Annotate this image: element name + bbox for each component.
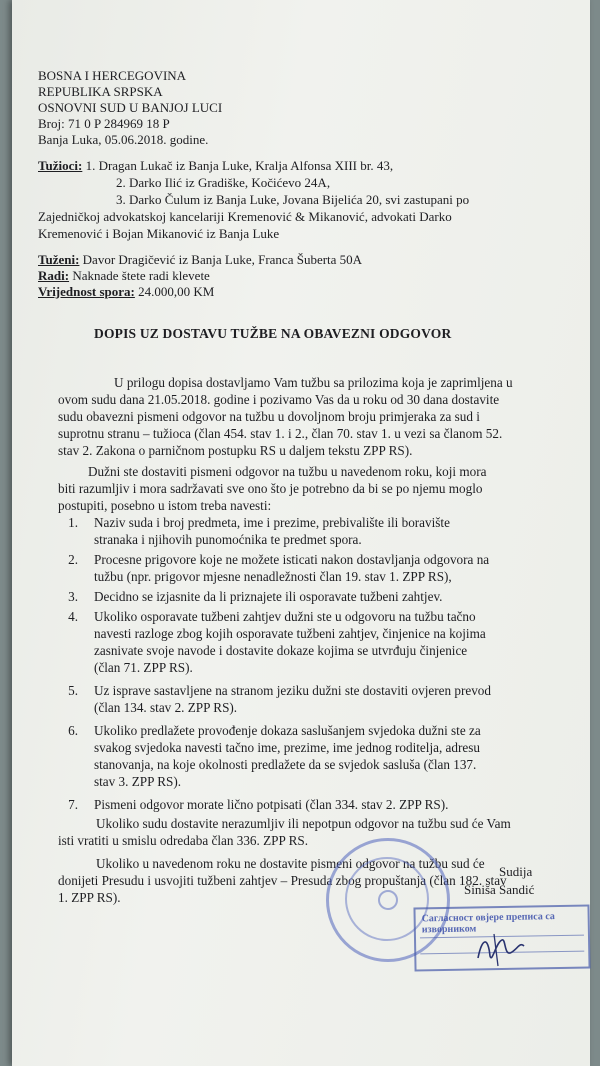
item-line: Procesne prigovore koje ne možete isticati nakon dostavljanja odgovora na (94, 552, 490, 567)
plaintiff-2: 2. Darko Ilić iz Gradiške, Kočićevo 24A, (116, 175, 331, 190)
document-page (12, 0, 590, 1066)
item-line: tužbu (npr. prigovor mjesne nenadležnosti član 19. stav 1. ZPP RS), (94, 569, 452, 584)
p1-line: U prilogu dopisa dostavljamo Vam tužbu sa prilozima koja je zaprimljena u (114, 375, 513, 390)
subject-label: Radi: (38, 268, 70, 283)
plaintiff-3-representation: Zajedničkoj advokatskoj kancelariji Kremenović & Mikanović, advokati Darko (38, 209, 452, 224)
stamp-emblem (378, 890, 398, 910)
item-line: stanovanja, na koje okolnosti predlažete da se svjedok sasluša (član 137. (94, 757, 477, 772)
p2-line: biti razumljiv i mora sadržavati sve ono što je potrebno da bi se po njemu moglo (58, 481, 483, 496)
item-line: (član 134. stav 2. ZPP RS). (94, 700, 238, 715)
header-country: BOSNA I HERCEGOVINA (38, 68, 187, 83)
item-line: (član 71. ZPP RS). (94, 660, 193, 675)
item-number: 1. (68, 515, 78, 530)
item-line: zasnivate svoje navode i dostavite dokaze kojima se utvrđuju činjenice (94, 643, 468, 658)
p4-line: Ukoliko u navedenom roku ne dostavite pismeni odgovor na tužbu sud će (96, 856, 485, 871)
defendant: Davor Dragičević iz Banja Luke, Franca Šuberta 50A (82, 252, 363, 267)
item-line: Ukoliko predlažete provođenje dokaza saslušanjem svjedoka dužni ste za (94, 723, 481, 738)
p2-line: postupiti, posebno u istom treba navesti: (58, 498, 272, 513)
header-entity: REPUBLIKA SRPSKA (38, 84, 163, 99)
p2-line: Dužni ste dostaviti pismeni odgovor na tužbu u navedenom roku, koji mora (88, 464, 487, 479)
item-line: stranaka i njihovih punomoćnika te predmet spora. (94, 532, 362, 547)
item-number: 5. (68, 683, 78, 698)
item-number: 6. (68, 723, 78, 738)
defendant-block (38, 252, 362, 267)
defendant-label: Tuženi: (38, 252, 80, 267)
dispute-value-block (38, 284, 214, 299)
p3-line: Ukoliko sudu dostavite nerazumljiv ili nepotpun odgovor na tužbu sud će Vam (96, 816, 511, 831)
plaintiff-1: 1. Dragan Lukač iz Banja Luke, Kralja Alfonsa XIII br. 43, (85, 158, 394, 173)
dispute-value: 24.000,00 KM (138, 284, 215, 299)
item-line: svakog svjedoka navesti tačno ime, prezime, ime jednog roditelja, adresu (94, 740, 480, 755)
p3-line: isti vratiti u smislu odredaba član 336. ZPP RS. (58, 833, 309, 848)
p1-line: suprotnu stranu – tužioca (član 454. stav 1. i 2., član 70. stav 1. u vezi sa članom 52. (58, 426, 503, 441)
plaintiff-3: 3. Darko Čulum iz Banja Luke, Jovana Bijelića 20, svi zastupani po (116, 192, 470, 207)
p1-line: stav 2. Zakona o parničnom postupku RS u daljem tekstu ZPP RS). (58, 443, 413, 458)
header-date: Banja Luka, 05.06.2018. godine. (38, 132, 209, 147)
item-line: Pismeni odgovor morate lično potpisati (član 334. stav 2. ZPP RS). (94, 797, 449, 812)
subject: Naknade štete radi klevete (72, 268, 210, 283)
plaintiff-3-lawyers: Kremenović i Bojan Mikanović iz Banja Luke (38, 226, 280, 241)
handwritten-signature (468, 928, 528, 968)
plaintiffs-block (38, 158, 393, 173)
item-number: 4. (68, 609, 78, 624)
item-number: 7. (68, 797, 78, 812)
p4-line: 1. ZPP RS). (58, 890, 121, 905)
judge-name: Siniša Sandić (464, 882, 535, 897)
header-court: OSNOVNI SUD U BANJOJ LUCI (38, 100, 223, 115)
item-line: Naziv suda i broj predmeta, ime i prezime, prebivalište ili boravište (94, 515, 450, 530)
p1-line: ovom sudu dana 21.05.2018. godine i pozivamo Vas da u roku od 30 dana dostavite (58, 392, 500, 407)
document-title: DOPIS UZ DOSTAVU TUŽBE NA OBAVEZNI ODGOVOR (94, 326, 452, 341)
subject-block (38, 268, 210, 283)
case-number: Broj: 71 0 P 284969 18 P (38, 116, 170, 131)
certification-stamp-text: Сагласност овјере преписа са изворником (421, 911, 555, 936)
item-number: 3. (68, 589, 78, 604)
item-line: Decidno se izjasnite da li priznajete ili osporavate tužbeni zahtjev. (94, 589, 443, 604)
dispute-value-label: Vrijednost spora: (38, 284, 135, 299)
item-line: stav 3. ZPP RS). (94, 774, 182, 789)
judge-role: Sudija (499, 864, 533, 879)
p1-line: sudu obavezni pismeni odgovor na tužbu u dovoljnom broju primjeraka za sud i (58, 409, 480, 424)
item-line: Uz isprave sastavljene na stranom jeziku dužni ste dostaviti ovjeren prevod (94, 683, 491, 698)
item-line: Ukoliko osporavate tužbeni zahtjev dužni ste u odgovoru na tužbu tačno (94, 609, 476, 624)
plaintiffs-label: Tužioci: (38, 158, 83, 173)
item-line: navesti razloge zbog kojih osporavate tužbeni zahtjev, činjenice na kojima (94, 626, 486, 641)
p4-line: donijeti Presudu i usvojiti tužbeni zahtjev – Presuda zbog propuštanja (član 182. stav (58, 873, 507, 888)
item-number: 2. (68, 552, 78, 567)
